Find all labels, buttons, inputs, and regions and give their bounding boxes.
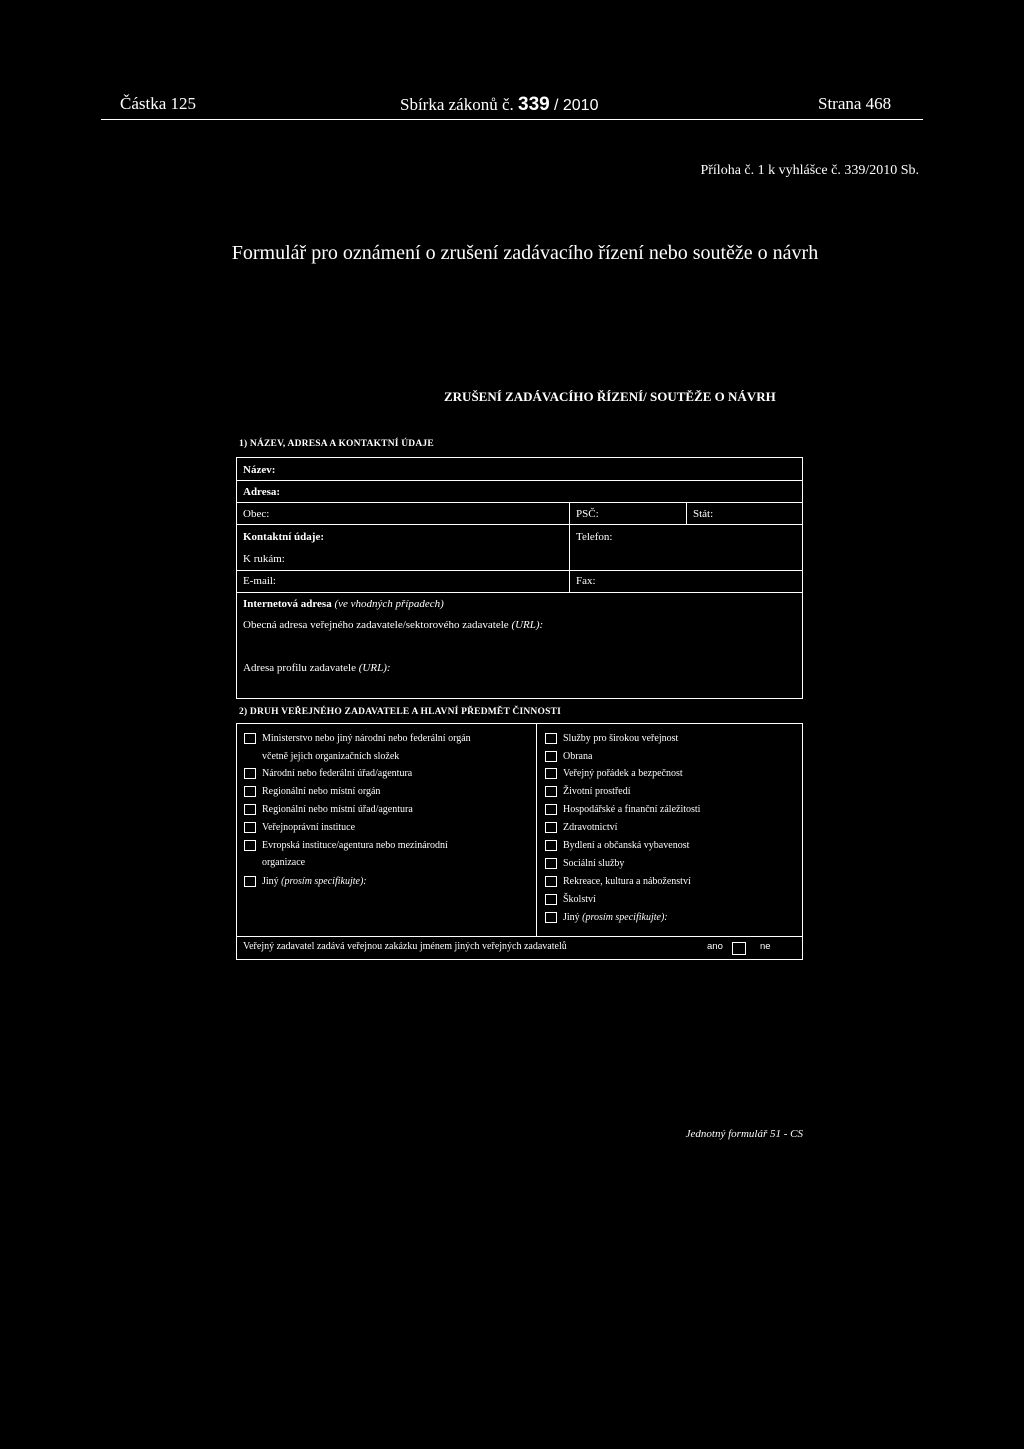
general-url-label: Obecná adresa veřejného zadavatele/sektorového zadavatele: [243, 619, 509, 631]
contact-field[interactable]: Kontaktní údaje:: [243, 531, 324, 543]
row-divider: [237, 592, 802, 593]
option-ministry[interactable]: Ministerstvo nebo jiný národní nebo federální orgán: [262, 733, 471, 744]
option-defence[interactable]: Obrana: [563, 751, 592, 762]
section2-heading: 2) DRUH VEŘEJNÉHO ZADAVATELE A HLAVNÍ PŘEDMĚT ČINNOSTI: [239, 707, 561, 717]
row-divider: [237, 480, 802, 481]
checkbox[interactable]: [545, 751, 557, 762]
option-health[interactable]: Zdravotnictví: [563, 822, 617, 833]
checkbox[interactable]: [244, 768, 256, 779]
attention-field[interactable]: K rukám:: [243, 553, 285, 565]
annex-label: Příloha č. 1 k vyhlášce č. 339/2010 Sb.: [700, 163, 919, 178]
country-field[interactable]: Stát:: [693, 508, 714, 520]
option-right-other[interactable]: Jiný (prosím specifikujte):: [563, 912, 668, 923]
form-footer: Jednotný formulář 51 - CS: [685, 1128, 803, 1140]
col-divider: [569, 502, 570, 592]
on-behalf-checkbox[interactable]: [732, 942, 746, 955]
header-page: Strana 468: [818, 94, 892, 113]
city-field[interactable]: Obec:: [243, 508, 270, 520]
option-education[interactable]: Školství: [563, 894, 596, 905]
form-subtitle: ZRUŠENÍ ZADÁVACÍHO ŘÍZENÍ/ SOUTĚŽE O NÁVRH: [444, 389, 776, 404]
row-divider: [237, 524, 802, 525]
option-european-institution-cont: organizace: [262, 857, 306, 868]
checkbox[interactable]: [545, 858, 557, 869]
checkbox[interactable]: [244, 733, 256, 744]
option-regional-agency[interactable]: Regionální nebo místní úřad/agentura: [262, 804, 413, 815]
option-environment[interactable]: Životní prostředí: [563, 786, 631, 797]
yes-label: ano: [707, 941, 723, 952]
header-divider: [101, 119, 923, 120]
option-regional-authority[interactable]: Regionální nebo místní orgán: [262, 786, 380, 797]
header-number: 339: [518, 94, 550, 115]
profile-url-unit: (URL):: [358, 662, 391, 674]
row-divider: [237, 502, 802, 503]
no-label: ne: [760, 941, 771, 952]
option-left-other[interactable]: Jiný (prosím specifikujte):: [262, 876, 367, 887]
checkbox[interactable]: [545, 840, 557, 851]
checkbox[interactable]: [545, 804, 557, 815]
checkbox[interactable]: [545, 768, 557, 779]
checkbox[interactable]: [545, 912, 557, 923]
option-public-order[interactable]: Veřejný pořádek a bezpečnost: [563, 768, 683, 779]
checkbox[interactable]: [244, 876, 256, 887]
profile-url-label: Adresa profilu zadavatele: [243, 662, 356, 674]
option-national-agency[interactable]: Národní nebo federální úřad/agentura: [262, 768, 412, 779]
col-divider: [686, 502, 687, 524]
checkbox[interactable]: [244, 822, 256, 833]
header-part: Částka 125: [120, 94, 197, 113]
internet-heading: [243, 598, 444, 610]
checkbox[interactable]: [545, 894, 557, 905]
option-public-body[interactable]: Veřejnoprávní instituce: [262, 822, 355, 833]
option-recreation[interactable]: Rekreace, kultura a náboženství: [563, 876, 691, 887]
fax-field[interactable]: Fax:: [576, 575, 596, 587]
on-behalf-label: Veřejný zadavatel zadává veřejnou zakázku jménem jiných veřejných zadavatelů: [243, 941, 567, 952]
col-divider: [536, 724, 537, 936]
checkbox[interactable]: [545, 822, 557, 833]
option-european-institution[interactable]: Evropská instituce/agentura nebo mezinárodní: [262, 840, 448, 851]
header-collection: [400, 94, 598, 116]
address-field[interactable]: Adresa:: [243, 486, 281, 498]
zip-field[interactable]: PSČ:: [576, 508, 599, 520]
checkbox[interactable]: [244, 786, 256, 797]
section1-heading: 1) NÁZEV, ADRESA A KONTAKTNÍ ÚDAJE: [239, 439, 434, 449]
row-divider: [237, 936, 802, 937]
general-url-field[interactable]: [243, 619, 543, 631]
checkbox[interactable]: [545, 786, 557, 797]
checkbox[interactable]: [545, 876, 557, 887]
option-general-services[interactable]: Služby pro širokou veřejnost: [563, 733, 678, 744]
general-url-unit: (URL):: [511, 619, 544, 631]
checkbox[interactable]: [244, 804, 256, 815]
checkbox[interactable]: [545, 733, 557, 744]
header-collection-label: Sbírka zákonů č.: [400, 95, 514, 114]
option-ministry-cont: včetně jejich organizačních složek: [262, 751, 400, 762]
phone-field[interactable]: Telefon:: [576, 531, 613, 543]
internet-note: (ve vhodných případech): [334, 598, 444, 610]
option-housing[interactable]: Bydlení a občanská vybavenost: [563, 840, 689, 851]
row-divider: [237, 570, 802, 571]
option-social-protection[interactable]: Sociální služby: [563, 858, 624, 869]
email-field[interactable]: E-mail:: [243, 575, 276, 587]
page-title: Formulář pro oznámení o zrušení zadávacího řízení nebo soutěže o návrh: [231, 242, 819, 264]
option-economic-affairs[interactable]: Hospodářské a finanční záležitosti: [563, 804, 700, 815]
internet-label: Internetová adresa: [243, 598, 332, 610]
checkbox[interactable]: [244, 840, 256, 851]
name-field[interactable]: Název:: [243, 464, 276, 476]
header-year: / 2010: [553, 97, 599, 114]
profile-url-field[interactable]: [243, 662, 391, 674]
